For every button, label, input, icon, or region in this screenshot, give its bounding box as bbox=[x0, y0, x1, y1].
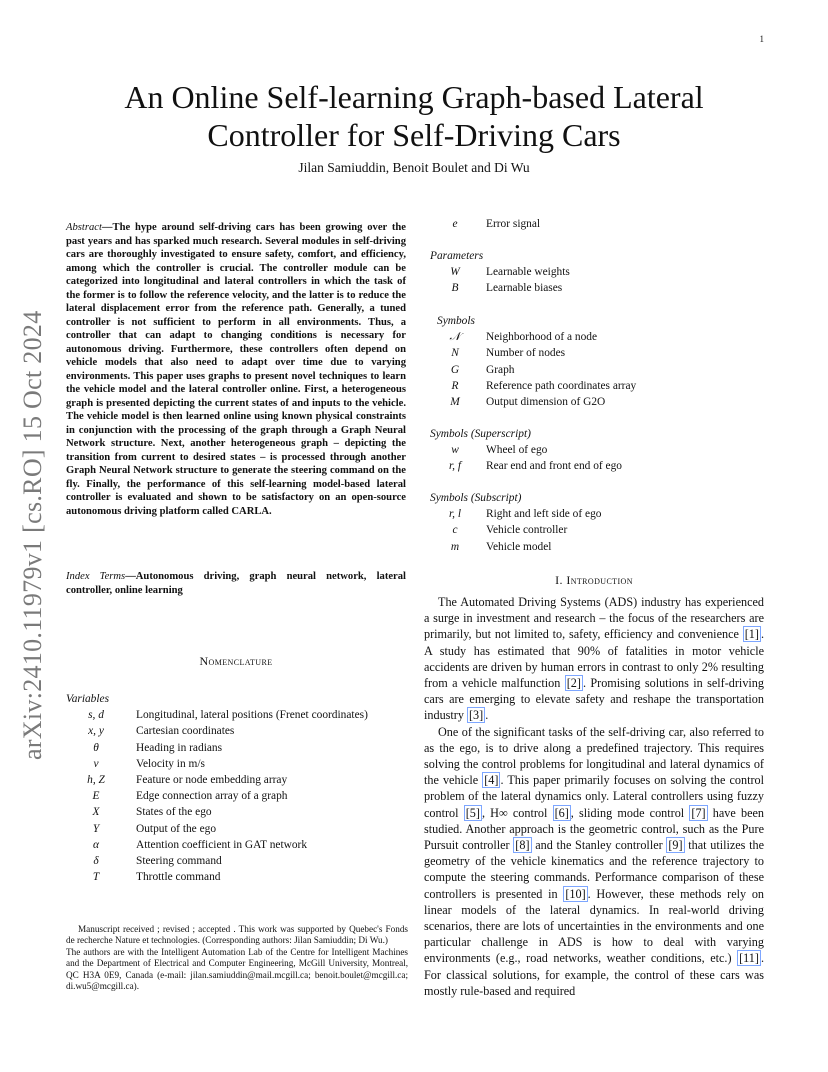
subscript-label: Symbols (Subscript) bbox=[430, 492, 522, 504]
footnote-affiliation: The authors are with the Intelligent Automation Lab of the Centre for Intelligent Machines and the Department of Electrical and Computer Engineering, McGill University, Montreal, QC H3A 0E9, Canada (e-mail: jilan.samiuddin@mail.mcgill.ca; benoit.boulet@mcgill.ca; di.wu5@mcgill.ca). bbox=[66, 946, 408, 992]
nomenclature-symbol: h, Z bbox=[87, 774, 105, 787]
body-text-segment: . For classical solutions, for example, the control of these cars was mostly rule-based and required bbox=[424, 951, 764, 998]
nomenclature-symbol: R bbox=[451, 379, 459, 392]
parameters-list bbox=[424, 264, 764, 296]
title-line-2: Controller for Self-Driving Cars bbox=[207, 117, 621, 153]
abstract-text: —The hype around self-driving cars has been growing over the past years and has sparked much research. Several modules in self-driving cars are thoroughly investigated to ensure safety, comfort, and efficiency, among which the controller is crucial. The controller module can be categorized into longitudinal and lateral controllers in which the task of the former is to follow the reference velocity, and the latter is to reduce the lateral displacement error from the reference path. Generally, a tuned controller is not sufficient to perform in all environments. Thus, a controller that can adapt to changing conditions is necessary for autonomous driving. Furthermore, these controllers often depend on vehicle models that also need to adapt over time due to varying environments. This paper uses graphs to present novel techniques to learn the vehicle model and the lateral controller online. First, a heterogeneous graph is presented depicting the current states of and inputs to the vehicle. The vehicle model is then learned online using known physical constraints in conjunction with the processing of the graph through a Graph Neural Network structure. Next, another heterogeneous graph – depicting the transition from current to desired states – is processed through another Graph Neural Network structure to generate the steering command on the fly. Finally, the performance of this self-learning model-based lateral controller is evaluated and shown to be satisfactory on an open-source autonomous driving platform called CARLA. bbox=[66, 222, 406, 517]
nomenclature-symbol: N bbox=[451, 347, 459, 360]
citation-link[interactable]: [5] bbox=[465, 805, 480, 820]
nomenclature-symbols bbox=[424, 313, 764, 410]
nomenclature-symbol: m bbox=[450, 540, 460, 553]
arxiv-identifier-stamp[interactable]: arXiv:2410.11979v1 [cs.RO] 15 Oct 2024 bbox=[18, 310, 47, 760]
nomenclature-description: Output dimension of G2O bbox=[486, 396, 606, 409]
nomenclature-description: Learnable weights bbox=[486, 266, 570, 279]
nomenclature-description: Heading in radians bbox=[136, 741, 223, 754]
citation-link[interactable]: [4] bbox=[484, 773, 499, 788]
citation-link[interactable]: [8] bbox=[515, 838, 530, 853]
nomenclature-description: Feature or node embedding array bbox=[136, 774, 288, 787]
nomenclature-heading: Nomenclature bbox=[199, 654, 273, 668]
nomenclature-row bbox=[66, 853, 406, 869]
symbols-list bbox=[424, 329, 764, 410]
nomenclature-continued bbox=[424, 216, 764, 232]
citation-link[interactable]: [7] bbox=[691, 805, 706, 820]
title-line-1: An Online Self-learning Graph-based Lateral bbox=[124, 79, 704, 115]
citation-link[interactable]: [6] bbox=[554, 805, 569, 820]
nomenclature-row bbox=[424, 522, 764, 538]
body-text-segment: . This paper primarily focuses on solving the control problem of the lateral dynamics only. Lateral controllers using fuzzy control bbox=[424, 773, 765, 820]
body-text-segment: . Promising solutions in self-driving cars are emerging to elevate safety and reshape the transportation industry bbox=[424, 676, 764, 723]
nomenclature-symbol: r, f bbox=[448, 460, 462, 473]
nomenclature-description: Error signal bbox=[486, 218, 541, 230]
nomenclature-symbol: r, l bbox=[448, 508, 462, 521]
citation-link[interactable]: [11] bbox=[739, 951, 759, 966]
nomenclature-row bbox=[66, 788, 406, 804]
body-text-segment: , H∞ control bbox=[481, 805, 553, 820]
nomenclature-variables bbox=[66, 691, 406, 885]
superscript-label: Symbols (Superscript) bbox=[430, 428, 531, 440]
nomenclature-symbol: M bbox=[450, 396, 460, 409]
nomenclature-row bbox=[66, 821, 406, 837]
index-terms bbox=[66, 570, 406, 597]
nomenclature-symbol: c bbox=[452, 524, 458, 537]
body-text-segment: The Automated Driving Systems (ADS) industry has experienced a surge in investment and research – the focus of the researchers are primarily, but not limited to, safety, efficiency and convenience bbox=[424, 595, 764, 642]
nomenclature-symbol: T bbox=[92, 871, 100, 884]
nomenclature-row bbox=[66, 772, 406, 788]
nomenclature-description: Right and left side of ego bbox=[486, 508, 602, 521]
nomenclature-symbol: v bbox=[93, 757, 99, 770]
nomenclature-row bbox=[424, 345, 764, 361]
citation-link[interactable]: [2] bbox=[566, 676, 581, 691]
nomenclature-description: Rear end and front end of ego bbox=[486, 460, 623, 473]
symbols-label: Symbols bbox=[437, 315, 475, 327]
nomenclature-symbol: G bbox=[450, 363, 460, 376]
nomenclature-symbol: x, y bbox=[88, 725, 104, 738]
introduction-paragraph-2 bbox=[424, 724, 764, 999]
nomenclature-description: Neighborhood of a node bbox=[486, 331, 598, 344]
introduction-paragraph-1 bbox=[424, 594, 764, 724]
nomenclature-row bbox=[66, 837, 406, 853]
nomenclature-row bbox=[424, 506, 764, 522]
nomenclature-description: States of the ego bbox=[136, 806, 212, 819]
body-text-segment: , sliding mode control bbox=[570, 805, 690, 820]
body-text-segment: have been studied. Another approach is the geometric control, such as the Pure Pursuit controller bbox=[424, 805, 765, 853]
nomenclature-description: Output of the ego bbox=[136, 822, 217, 835]
nomenclature-description: Vehicle controller bbox=[486, 524, 568, 537]
nomenclature-row bbox=[66, 707, 406, 723]
index-terms-text: —Autonomous driving, graph neural network, lateral controller, online learning bbox=[66, 571, 406, 596]
nomenclature-symbol: 𝒩 bbox=[449, 331, 461, 344]
abstract-lead: Abstract bbox=[66, 222, 102, 233]
citation-link[interactable]: [3] bbox=[469, 708, 484, 723]
superscript-list bbox=[424, 442, 764, 474]
nomenclature-symbol: e bbox=[452, 218, 458, 230]
nomenclature-row bbox=[424, 394, 764, 410]
nomenclature-symbol: W bbox=[450, 266, 460, 279]
body-text-segment: and the Stanley controller bbox=[531, 838, 667, 853]
nomenclature-symbol: E bbox=[92, 790, 100, 803]
variables-label: Variables bbox=[66, 693, 110, 705]
citation-link[interactable]: [1] bbox=[744, 627, 759, 642]
nomenclature-row bbox=[424, 280, 764, 296]
nomenclature-row bbox=[424, 329, 764, 345]
nomenclature-symbol: θ bbox=[93, 741, 99, 754]
nomenclature-superscript bbox=[424, 426, 764, 475]
parameters-label: Parameters bbox=[430, 250, 484, 262]
body-text-segment: One of the significant tasks of the self-driving car, also referred to as the ego, is to drive along a predefined trajectory. This requires solving the control problems for longitudinal and lateral dynamics of the vehicle bbox=[424, 724, 764, 788]
nomenclature-description: Steering command bbox=[136, 855, 222, 868]
index-terms-lead: Index Terms bbox=[66, 571, 126, 582]
nomenclature-parameters bbox=[424, 248, 764, 297]
subscript-list bbox=[424, 506, 764, 555]
nomenclature-description: Edge connection array of a graph bbox=[136, 790, 288, 803]
body-text-segment: that utilizes the geometry of the vehicle kinematics and the reference trajectory to compute the steering commands. Performance comparison of these controllers is presented in bbox=[424, 838, 764, 901]
variables-list bbox=[66, 707, 406, 885]
introduction-heading bbox=[424, 573, 764, 588]
nomenclature-row bbox=[424, 378, 764, 394]
nomenclature-row bbox=[66, 804, 406, 820]
nomenclature-symbol: w bbox=[451, 444, 459, 457]
nomenclature-description: Vehicle model bbox=[486, 540, 552, 553]
abstract bbox=[66, 221, 406, 518]
nomenclature-description: Learnable biases bbox=[486, 282, 563, 295]
introduction-heading-text: Introduction bbox=[566, 573, 633, 587]
nomenclature-row bbox=[424, 216, 764, 232]
nomenclature-symbol: α bbox=[93, 838, 99, 851]
citation-link[interactable]: [10] bbox=[565, 886, 586, 901]
nomenclature-description: Cartesian coordinates bbox=[136, 725, 235, 738]
nomenclature-symbol: δ bbox=[93, 855, 99, 868]
nomenclature-description: Reference path coordinates array bbox=[486, 379, 637, 392]
footnote-manuscript: Manuscript received ; revised ; accepted . This work was supported by Quebec's Fonds de recherche Nature et technologies. (Corresponding authors: Jilan Samiuddin; Di Wu.) bbox=[66, 924, 408, 946]
introduction-heading-number: I. bbox=[555, 573, 567, 587]
paper-title bbox=[60, 78, 768, 154]
nomenclature-symbol: X bbox=[92, 806, 100, 819]
page-number: 1 bbox=[759, 34, 764, 44]
nomenclature-symbol: B bbox=[451, 282, 459, 295]
nomenclature-row bbox=[424, 362, 764, 378]
author-list: Jilan Samiuddin, Benoit Boulet and Di Wu bbox=[298, 160, 530, 175]
citation-link[interactable]: [9] bbox=[668, 838, 683, 853]
nomenclature-description: Throttle command bbox=[136, 871, 221, 884]
nomenclature-row bbox=[424, 442, 764, 458]
nomenclature-row bbox=[424, 264, 764, 280]
body-text-segment: . A study has estimated that 90% of fatalities in motor vehicle accidents are driven by human errors in contrast to only 2% resulting from a vehicle malfunction bbox=[424, 627, 764, 691]
body-text-segment: . However, these methods rely on linear models of the lateral dynamics. In real-world driving scenarios, there are lots of uncertainties in the environments and one particular challenge in ADS is how to deal with varying environments (e.g., road networks, weather conditions, etc.) bbox=[424, 886, 765, 966]
nomenclature-row bbox=[66, 869, 406, 885]
nomenclature-description: Velocity in m/s bbox=[136, 757, 205, 770]
nomenclature-description: Longitudinal, lateral positions (Frenet coordinates) bbox=[136, 709, 368, 722]
nomenclature-description: Attention coefficient in GAT network bbox=[136, 838, 308, 851]
nomenclature-row bbox=[424, 539, 764, 555]
nomenclature-description: Wheel of ego bbox=[486, 444, 548, 457]
nomenclature-row bbox=[66, 723, 406, 739]
nomenclature-symbol: Y bbox=[92, 822, 100, 835]
nomenclature-row bbox=[424, 458, 764, 474]
footnote bbox=[66, 924, 408, 992]
nomenclature-description: Graph bbox=[486, 363, 515, 376]
nomenclature-row bbox=[66, 756, 406, 772]
introduction-body bbox=[424, 594, 764, 999]
body-text-segment: . bbox=[485, 708, 489, 723]
nomenclature-symbol: s, d bbox=[88, 709, 104, 722]
nomenclature-row bbox=[66, 740, 406, 756]
nomenclature-description: Number of nodes bbox=[486, 347, 566, 360]
nomenclature-subscript bbox=[424, 490, 764, 555]
